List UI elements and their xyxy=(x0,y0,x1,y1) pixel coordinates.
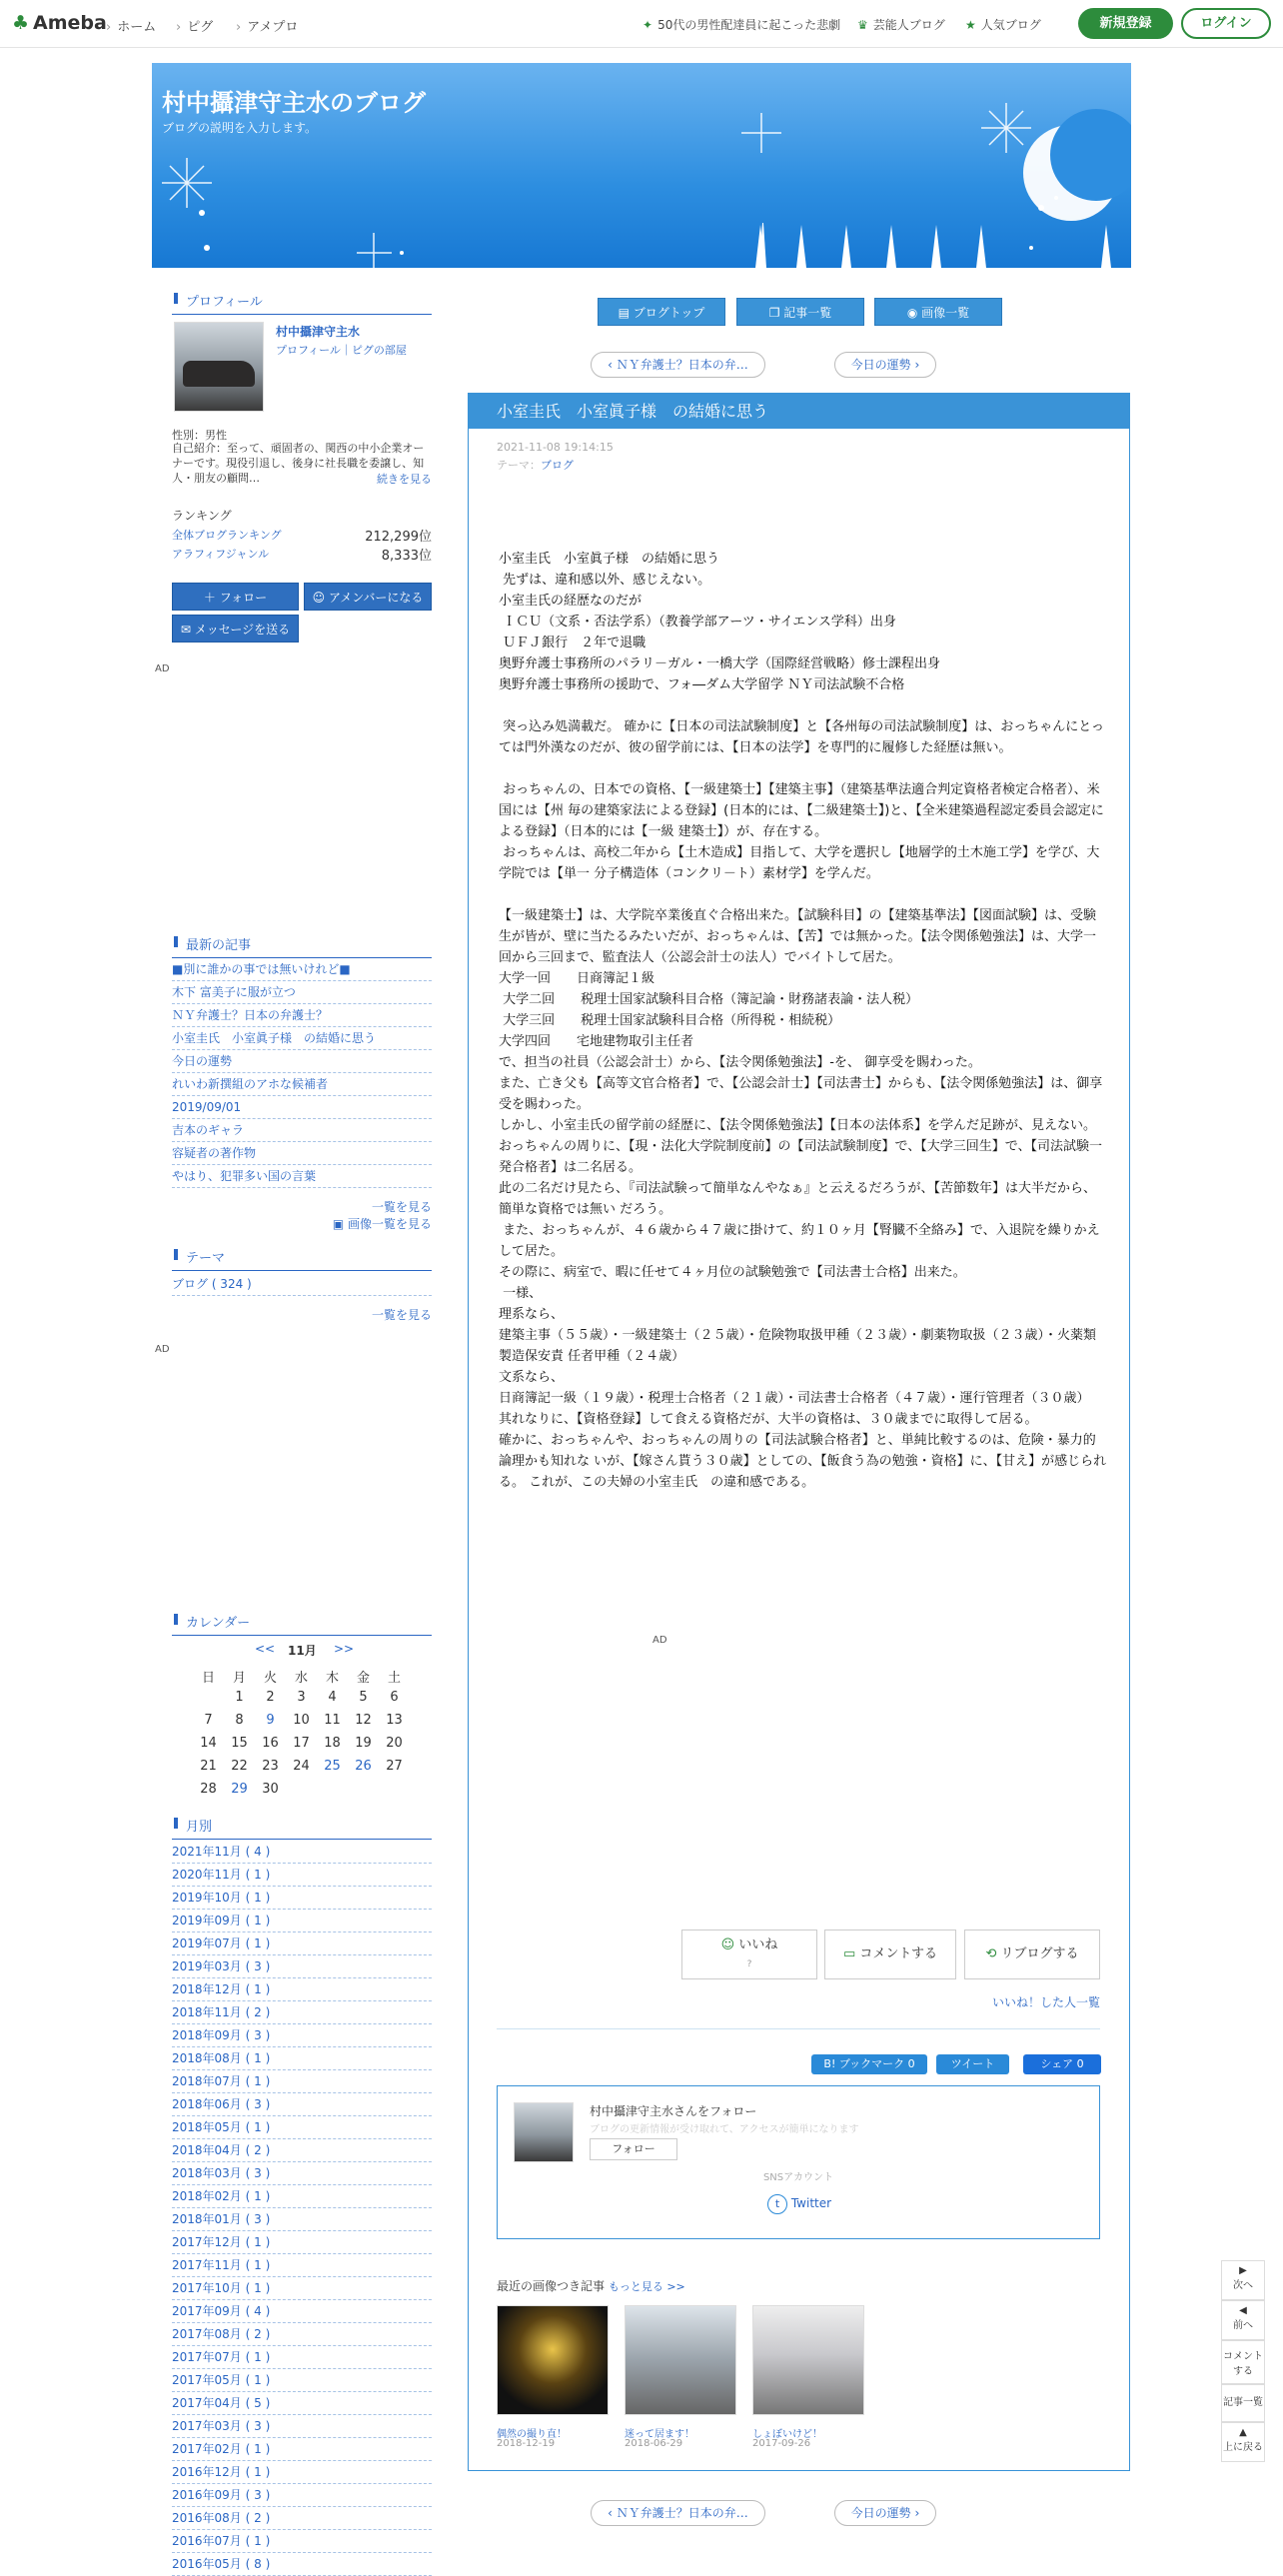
calendar-next[interactable]: >> xyxy=(334,1642,355,1656)
sparkle-icon: ✦ xyxy=(642,18,653,32)
like-button[interactable]: ☺ いいね ? xyxy=(681,1930,817,1979)
hatena-bookmark-button[interactable]: B! ブックマーク 0 xyxy=(811,2054,927,2074)
home-icon: ▤ xyxy=(618,306,634,320)
monthly-archive-item[interactable]: 2017年05月 ( 1 ) xyxy=(172,2369,432,2392)
prev-article-button-bottom[interactable]: ‹ ＮＹ弁護士？日本の弁… xyxy=(591,2500,765,2526)
theme-heading: テーマ xyxy=(172,1247,432,1271)
calendar-day[interactable]: 26 xyxy=(355,1759,372,1774)
calendar-prev[interactable]: << xyxy=(255,1642,276,1656)
blog-title[interactable]: 村中攝津守主水のブログ xyxy=(162,91,426,117)
recent-article-item[interactable]: れいわ新撰組のアホな候補者 xyxy=(172,1073,432,1096)
theme-item[interactable]: ブログ ( 324 ) xyxy=(172,1273,432,1296)
float-article-list-button[interactable]: 記事一覧 xyxy=(1221,2384,1265,2422)
calendar-day: 10 xyxy=(293,1713,310,1728)
ameba-logo[interactable]: ♣ Ameba xyxy=(12,12,107,34)
monthly-archive-item[interactable]: 2019年09月 ( 1 ) xyxy=(172,1910,432,1932)
recent-image-date: 2018-06-29 xyxy=(625,2438,683,2449)
calendar-day: 24 xyxy=(293,1759,310,1774)
recent-article-item[interactable]: 容疑者の著作物 xyxy=(172,1142,432,1165)
blog-description: ブログの説明を入力します。 xyxy=(162,121,318,135)
calendar-day: 11 xyxy=(324,1713,341,1728)
tweet-button[interactable]: ツイート xyxy=(936,2054,1009,2074)
monthly-archive-item[interactable]: 2018年04月 ( 2 ) xyxy=(172,2139,432,2162)
recent-article-item[interactable]: ■別に誰かの事では無いけれど■ xyxy=(172,958,432,981)
chevron-right-icon: › xyxy=(910,358,920,372)
calendar-day: 28 xyxy=(200,1782,217,1797)
monthly-archive-item[interactable]: 2016年05月 ( 8 ) xyxy=(172,2553,432,2576)
ranking-genre-label[interactable]: アラフィフジャンル xyxy=(172,548,270,561)
monthly-archive-item[interactable]: 2017年04月 ( 5 ) xyxy=(172,2392,432,2415)
calendar-day: 16 xyxy=(262,1736,279,1751)
calendar-day: 4 xyxy=(328,1690,337,1705)
nav-pigg[interactable]: › ピグ xyxy=(176,20,214,35)
calendar-day: 23 xyxy=(262,1759,279,1774)
triangle-right-icon: ▶ xyxy=(1239,2265,1247,2276)
member-icon: ☺ xyxy=(312,591,329,605)
calendar-weekday: 土 xyxy=(387,1671,401,1686)
recent-images-heading: 最近の画像つき記事 もっと見る >> xyxy=(497,2279,685,2293)
monthly-archive-item[interactable]: 2020年11月 ( 1 ) xyxy=(172,1864,432,1887)
top-navigation-bar xyxy=(0,0,1283,48)
monthly-archive-item[interactable]: 2017年07月 ( 1 ) xyxy=(172,2346,432,2369)
monthly-archive-item[interactable]: 2017年02月 ( 1 ) xyxy=(172,2438,432,2461)
entry-date: 2021-11-08 19:14:15 xyxy=(497,441,614,454)
ad-label: AD xyxy=(155,1344,170,1355)
reblog-button[interactable]: ⟲ リブログする xyxy=(964,1930,1100,1979)
prev-article-button[interactable]: ‹ ＮＹ弁護士？日本の弁… xyxy=(591,352,765,378)
calendar-month: 11月 xyxy=(288,1644,317,1658)
toplink-article[interactable]: ✦ 50代の男性配達員に起こった悲劇 xyxy=(642,18,841,32)
profile-name[interactable]: 村中攝津守主水 xyxy=(276,325,361,339)
entry-title[interactable]: 小室圭氏 小室眞子様 の結婚に思う xyxy=(469,394,1129,429)
calendar-day: 27 xyxy=(386,1759,403,1774)
recent-article-item[interactable]: 2019/09/01 xyxy=(172,1096,432,1119)
profile-intro: 自己紹介：至って、頑固者の、関西の中小企業オーナーです。現役引退し、後身に社長職を委譲し、知人・朋友の顧問… xyxy=(172,442,425,485)
recent-image-thumb[interactable] xyxy=(625,2305,736,2415)
monthly-archive-item[interactable]: 2016年08月 ( 2 ) xyxy=(172,2507,432,2530)
camera-icon: ◉ xyxy=(906,306,922,320)
calendar-day: 7 xyxy=(204,1713,213,1728)
image-list-link[interactable]: ▣ 画像一覧を見る xyxy=(332,1217,432,1231)
entry-theme: テーマ：ブログ xyxy=(497,459,574,472)
twitter-icon: t xyxy=(767,2194,787,2214)
monthly-archive-item[interactable]: 2018年08月 ( 1 ) xyxy=(172,2047,432,2070)
recent-image-date: 2018-12-19 xyxy=(497,2438,556,2449)
ranking-heading: ランキング xyxy=(172,509,232,523)
calendar-day: 6 xyxy=(390,1690,399,1705)
monthly-archive-item[interactable]: 2018年06月 ( 3 ) xyxy=(172,2093,432,2116)
profile-read-more[interactable]: 続きを見る xyxy=(377,473,432,486)
calendar-day: 13 xyxy=(386,1713,403,1728)
recent-articles-heading: 最新の記事 xyxy=(172,934,432,958)
recent-article-item[interactable]: 今日の運勢 xyxy=(172,1050,432,1073)
monthly-archive-item[interactable]: 2016年12月 ( 1 ) xyxy=(172,2461,432,2484)
follow-button[interactable]: ＋ フォロー xyxy=(172,583,299,611)
chevron-right-icon: › xyxy=(106,20,112,35)
calendar-weekday: 火 xyxy=(263,1671,277,1686)
toplink-popular-blog[interactable]: ★ 人気ブログ xyxy=(965,18,1041,32)
calendar-day: 1 xyxy=(235,1690,244,1705)
monthly-archive-item[interactable]: 2017年03月 ( 3 ) xyxy=(172,2415,432,2438)
follow-subtitle: ブログの更新情報が受け取れて、アクセスが簡単になります xyxy=(590,2124,859,2135)
recent-article-item[interactable]: 吉本のギャラ xyxy=(172,1119,432,1142)
calendar-day: 19 xyxy=(355,1736,372,1751)
monthly-archive-item[interactable]: 2017年10月 ( 1 ) xyxy=(172,2277,432,2300)
profile-links[interactable]: プロフィール｜ピグの部屋 xyxy=(276,344,407,357)
calendar-heading: カレンダー xyxy=(172,1612,432,1636)
calendar-day[interactable]: 25 xyxy=(324,1759,341,1774)
amember-button[interactable]: ☺ アメンバーになる xyxy=(304,583,432,611)
ranking-overall-label[interactable]: 全体ブログランキング xyxy=(172,529,282,542)
star-icon: ★ xyxy=(965,18,976,32)
calendar-day: 22 xyxy=(231,1759,248,1774)
chevron-left-icon: ‹ xyxy=(608,358,617,372)
recent-article-item[interactable]: 木下 富美子に服が立つ xyxy=(172,981,432,1004)
calendar-day: 8 xyxy=(235,1713,244,1728)
monthly-archive-item[interactable]: 2019年07月 ( 1 ) xyxy=(172,1932,432,1955)
message-button[interactable]: ✉ メッセージを送る xyxy=(172,615,299,643)
calendar-day[interactable]: 9 xyxy=(266,1713,275,1728)
chevron-right-icon: › xyxy=(910,2506,920,2520)
list-icon: ❐ xyxy=(768,306,784,320)
crown-icon: ♛ xyxy=(857,18,868,32)
recent-image-caption[interactable]: 迷って居ます！ xyxy=(625,2429,694,2440)
calendar-day: 5 xyxy=(359,1690,368,1705)
sns-label: SNSアカウント xyxy=(762,2172,834,2183)
entry-body: 小室圭氏 小室眞子様 の結婚に思う 先ずは、違和感以外、感じえない。 小室圭氏の経歴なのだが ＩＣＵ（文系・否法学系）（教養学部アーツ・サイエンス学科）出身 ＵＦＪ銀行 ２年で退職 奥野弁護士事務所のパラリ－ガル・一橋大学（国際経営戦略）修士課程出身 奥野弁護士事務所の援助で、フォ―ダム大学留学 ＮＹ司法試験不合格 突っ込み処満載だ。 確かに【日本の司法試験制度】と【各州毎の司法試験制度】は、おっちゃんにとっては門外漢なのだが、彼の留学前には、【日本の法学】を専門的に履修した経歴は無い。 おっちゃんの、日本での資格、【一級建築士】【建築主事】（建築基準法適合判定資格者検定合格者）、米国には【州 毎の建築家法による登録】(日本的には、【二級建築士】)と、【全米建築過程認定委員会認定による登録】（日本的には【一級 建築士】）が、存在する。 おっちゃんは、高校二年から【土木造成】目指して、大学を選択し【地層学的土木施工学】を学び、大学院では【単一 分子構造体（コンクリ－ト）素材学】を学んだ。 【一級建築士】は、大学院卒業後直ぐ合格出来た。【試験科目】の【建築基準法】【図面試験】は、受験生が皆が、壁に当たるみたいだが、おっちゃんは、【苦】では無かった。【法令関係勉強法】は、大学一回から三回まで、監査法人（公認会計士の法人）でバイトして居た。 大学一回 日商簿記１級 大学二回 税理士国家試験科目合格（簿記論・財務諸表論・法人税） 大学三回 税理士国家試験科目合格（所得税・相続税） 大学四回 宅地建物取引主任者 で、担当の社員（公認会計士）から、【法令関係勉強法】-を、 御享受を賜わった。 また、亡き父も【高等文官合格者】で、【公認会計士】【司法書士】からも、【法令関係勉強法】は、御享受を賜わった。 しかし、小室圭氏の留学前の経歴に、【法令関係勉強法】【日本の法体系】を学んだ足跡が、見えない。 おっちゃんの周りに、【現・法化大学院制度前】の【司法試験制度】で、【大学三回生】で、【司法試験一発合格者】は二名居る。 此の二名だけ見たら、『司法試験って簡単なんやなぁ』と云えるだろうが、【苦節数年】は大半だから、簡単な資格では無い だろう。 また、おっちゃんが、４６歳から４７歳に掛けて、約１０ヶ月【腎臓不全絡み】で、入退院を繰りかえして居た。 その際に、病室で、暇に任せて４ヶ月位の試験勉強で【司法書士合格】出来た。 一様、 理系なら、 建築主事（５５歳）・一級建築士（２５歳）・危険物取扱甲種（２３歳）・劇薬物取扱（２３歳）・火薬類製造保安責 任者甲種（２４歳） 文系なら、 日商簿記一級（１９歳）・税理士合格者（２１歳）・司法書士合格者（４７歳）・運行管理者（３０歳） 其れなりに、【資格登録】して食える資格だが、大半の資格は、３０歳までに取得して居る。 確かに、おっちゃんや、おっちゃんの周りの【司法試験合格者】と、単純比較するのは、危険・暴力的論理かも知れな いが、【嫁さん貰う３０歳】としての、【飯食う為の勉強・資格】に、【甘え】が感じられる。 これが、この夫婦の小室圭氏 の違和感である。 xyxy=(499,552,1107,1490)
calendar-day: 3 xyxy=(297,1690,306,1705)
chevron-left-icon: ‹ xyxy=(608,2506,617,2520)
entry-theme-link[interactable]: ブログ xyxy=(541,459,574,472)
calendar-weekday: 金 xyxy=(356,1671,370,1686)
liked-users-link[interactable]: いいね！した人一覧 xyxy=(991,1995,1100,2009)
monthly-archive-item[interactable]: 2016年09月 ( 3 ) xyxy=(172,2484,432,2507)
entry-container xyxy=(468,393,1130,2471)
monthly-archive-item[interactable]: 2017年09月 ( 4 ) xyxy=(172,2300,432,2323)
toplink-celebrity-blog[interactable]: ♛ 芸能人ブログ xyxy=(857,18,945,32)
monthly-archive-item[interactable]: 2018年05月 ( 1 ) xyxy=(172,2116,432,2139)
facebook-share-button[interactable]: シェア 0 xyxy=(1023,2054,1101,2074)
recent-article-item[interactable]: ＮＹ弁護士？日本の弁護士？ xyxy=(172,1004,432,1027)
comment-icon: ▭ xyxy=(842,1946,860,1961)
triangle-up-icon: ▲ xyxy=(1239,2427,1247,2438)
calendar-day: 30 xyxy=(262,1782,279,1797)
float-next-button[interactable]: ▶ 次へ xyxy=(1221,2260,1265,2300)
recent-image-caption[interactable]: 偶然の撮り直！ xyxy=(497,2429,567,2440)
monthly-archive-item[interactable]: 2018年03月 ( 3 ) xyxy=(172,2162,432,2185)
calendar-weekday: 月 xyxy=(232,1671,246,1686)
monthly-archive-item[interactable]: 2018年12月 ( 1 ) xyxy=(172,1978,432,2001)
blog-header xyxy=(152,63,1131,268)
calendar-day: 14 xyxy=(200,1736,217,1751)
monthly-heading: 月別 xyxy=(172,1816,432,1840)
follow-title: 村中攝津守主水さんをフォロー xyxy=(590,2104,757,2118)
calendar-day: 12 xyxy=(355,1713,372,1728)
recent-image-thumb[interactable] xyxy=(752,2305,864,2415)
calendar-weekday: 木 xyxy=(325,1671,339,1686)
calendar-day: 20 xyxy=(386,1736,403,1751)
twitter-link[interactable]: t Twitter xyxy=(767,2194,831,2214)
signup-button[interactable]: 新規登録 xyxy=(1078,8,1173,39)
profile-gender: 性別：男性 xyxy=(172,429,227,442)
reblog-icon: ⟲ xyxy=(985,1946,1001,1961)
calendar-day: 21 xyxy=(200,1759,217,1774)
nav-home[interactable]: › ホーム xyxy=(106,20,157,35)
monthly-archive-item[interactable]: 2018年07月 ( 1 ) xyxy=(172,2070,432,2093)
recent-image-thumb[interactable] xyxy=(497,2305,609,2415)
calendar-weekday: 日 xyxy=(201,1671,215,1686)
theme-more-link[interactable]: 一覧を見る xyxy=(371,1308,432,1322)
calendar-day: 17 xyxy=(293,1736,310,1751)
article-list-button[interactable]: ❐ 記事一覧 xyxy=(736,298,864,326)
comment-button[interactable]: ▭ コメントする xyxy=(824,1930,956,1979)
calendar-day[interactable]: 29 xyxy=(231,1782,248,1797)
ameba-logo-icon: ♣ xyxy=(12,12,30,34)
recent-images-more-link[interactable]: もっと見る >> xyxy=(608,2280,685,2293)
follow-box-button[interactable]: フォロー xyxy=(590,2138,677,2160)
recent-image-date: 2017-09-26 xyxy=(752,2438,811,2449)
calendar-weekday: 水 xyxy=(294,1671,308,1686)
monthly-archive-item[interactable]: 2018年11月 ( 2 ) xyxy=(172,2001,432,2024)
float-prev-button[interactable]: ◀ 前へ xyxy=(1221,2300,1265,2340)
chevron-right-icon: › xyxy=(236,20,242,35)
plus-icon: ＋ xyxy=(203,591,220,605)
float-top-button[interactable]: ▲ 上に戻る xyxy=(1221,2422,1265,2462)
smile-icon: ☺ xyxy=(720,1937,739,1952)
mail-icon: ✉ xyxy=(180,623,195,637)
calendar-day: 18 xyxy=(324,1736,341,1751)
monthly-archive-item[interactable]: 2017年12月 ( 1 ) xyxy=(172,2231,432,2254)
monthly-archive-item[interactable]: 2017年11月 ( 1 ) xyxy=(172,2254,432,2277)
image-icon: ▣ xyxy=(332,1217,348,1231)
recent-image-caption[interactable]: しょぼいけど！ xyxy=(752,2429,822,2440)
follow-avatar[interactable] xyxy=(514,2102,574,2162)
nav-amepro[interactable]: › アメプロ xyxy=(236,20,299,35)
monthly-archive-item[interactable]: 2017年08月 ( 2 ) xyxy=(172,2323,432,2346)
monthly-archive-item[interactable]: 2018年09月 ( 3 ) xyxy=(172,2024,432,2047)
triangle-left-icon: ◀ xyxy=(1239,2305,1247,2316)
monthly-archive-item[interactable]: 2021年11月 ( 4 ) xyxy=(172,1841,432,1864)
monthly-archive-item[interactable]: 2018年02月 ( 1 ) xyxy=(172,2185,432,2208)
monthly-archive-item[interactable]: 2018年01月 ( 3 ) xyxy=(172,2208,432,2231)
ranking-genre-value: 8,333位 xyxy=(381,549,432,564)
recent-more-link[interactable]: 一覧を見る xyxy=(371,1200,432,1214)
profile-avatar[interactable] xyxy=(174,322,264,412)
ranking-overall-value: 212,299位 xyxy=(365,530,432,545)
car-image xyxy=(183,361,255,387)
recent-article-item[interactable]: 小室圭氏 小室眞子様 の結婚に思う xyxy=(172,1027,432,1050)
next-article-button[interactable]: 今日の運勢 › xyxy=(834,352,936,378)
ad-label: AD xyxy=(155,663,170,674)
next-article-button-bottom[interactable]: 今日の運勢 › xyxy=(834,2500,936,2526)
ad-label: AD xyxy=(652,1635,667,1646)
image-list-button[interactable]: ◉ 画像一覧 xyxy=(874,298,1002,326)
recent-article-item[interactable]: やはり、犯罪多い国の言葉 xyxy=(172,1165,432,1188)
monthly-archive-item[interactable]: 2016年07月 ( 1 ) xyxy=(172,2530,432,2553)
calendar-day: 2 xyxy=(266,1690,275,1705)
login-button[interactable]: ログイン xyxy=(1181,8,1271,39)
calendar-day: 15 xyxy=(231,1736,248,1751)
monthly-archive-item[interactable]: 2019年10月 ( 1 ) xyxy=(172,1887,432,1910)
monthly-archive-item[interactable]: 2019年03月 ( 3 ) xyxy=(172,1955,432,1978)
profile-heading: プロフィール xyxy=(172,291,432,315)
divider xyxy=(497,2028,1100,2029)
blog-top-button[interactable]: ▤ ブログトップ xyxy=(598,298,725,326)
follow-box xyxy=(497,2085,1100,2239)
chevron-right-icon: › xyxy=(176,20,182,35)
float-comment-button[interactable]: コメントする xyxy=(1221,2340,1265,2384)
